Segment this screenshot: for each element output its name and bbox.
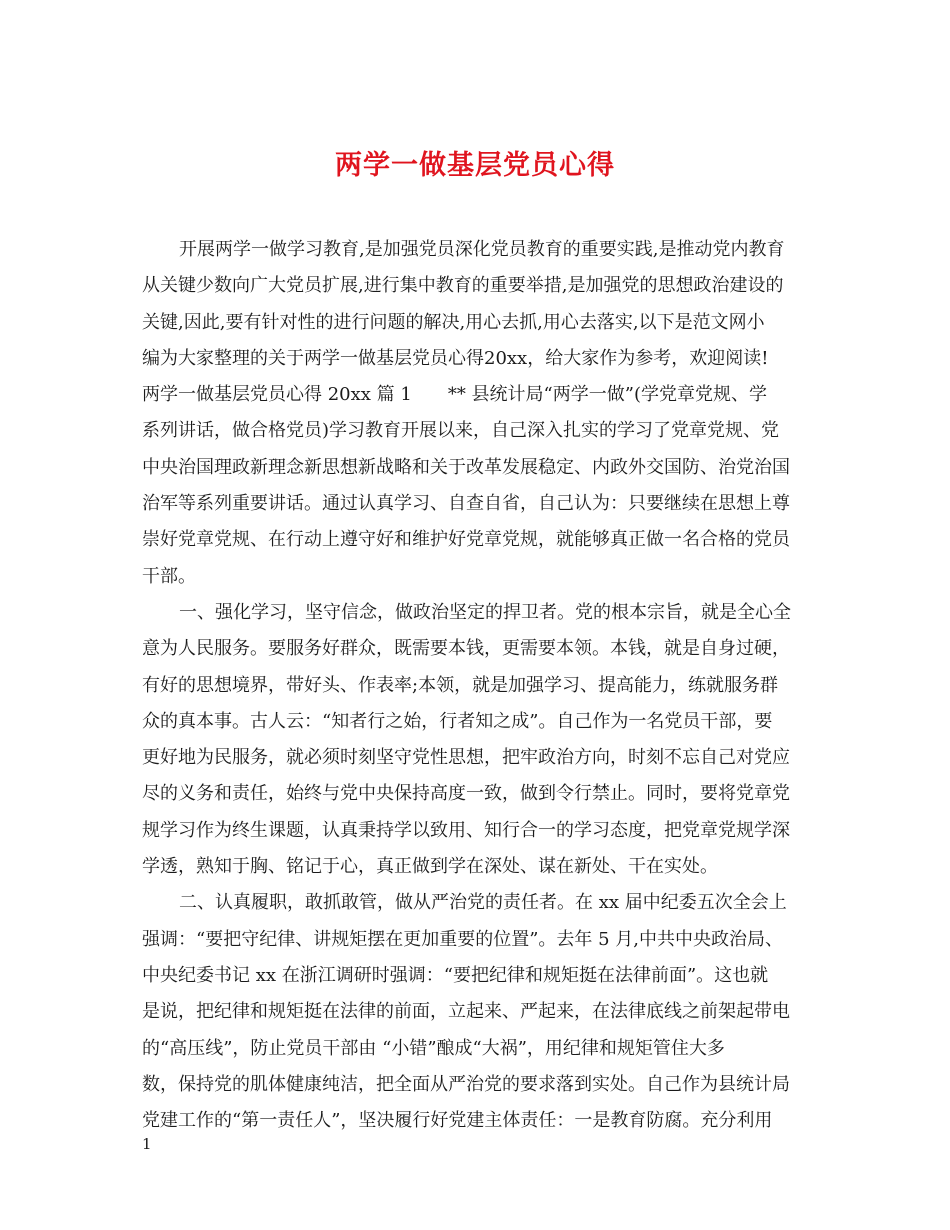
text-line: 中央纪委书记 xx 在浙江调研时强调：“要把纪律和规矩挺在法律前面”。这也就 — [142, 964, 769, 986]
text-line: 尽的义务和责任，始终与党中央保持高度一致，做到令行禁止。同时，要将党章党 — [142, 783, 790, 805]
text-line: 一、强化学习，坚守信念，做政治坚定的捍卫者。党的根本宗旨，就是全心全 — [179, 601, 791, 623]
text-line: 更好地为民服务，就必须时刻坚守党性思想，把牢政治方向，时刻不忘自己对党应 — [142, 747, 790, 769]
text-line: 学透，熟知于胸、铭记于心，真正做到学在深处、谋在新处、干在实处。 — [142, 856, 718, 878]
text-line: 中央治国理政新理念新思想新战略和关于改革发展稳定、内政外交国防、治党治国 — [142, 456, 790, 478]
document-body — [142, 232, 814, 1139]
text-line: 数，保持党的肌体健康纯洁，把全面从严治党的要求落到实处。自己作为县统计局 — [142, 1073, 790, 1095]
text-line: 众的真本事。古人云：“知者行之始，行者知之成”。自己作为一名党员干部，要 — [142, 710, 773, 732]
text-line: 编为大家整理的关于两学一做基层党员心得20xx，给大家作为参考，欢迎阅读! — [142, 347, 769, 369]
text-line: 意为人民服务。要服务好群众，既需要本钱，更需要本领。本钱，就是自身过硬， — [142, 638, 790, 660]
text-line: 两学一做基层党员心得 20xx 篇 1 ** 县统计局“两学一做”(学党章党规、学 — [142, 384, 767, 406]
text-line: 从关键少数向广大党员扩展,进行集中教育的重要举措,是加强党的思想政治建设的 — [142, 275, 784, 297]
text-line: 干部。 — [142, 565, 196, 587]
text-line: 开展两学一做学习教育,是加强党员深化党员教育的重要实践,是推动党内教育 — [179, 239, 785, 260]
text-line: 党建工作的“第一责任人”，坚决履行好党建主体责任：一是教育防腐。充分利用 — [142, 1110, 773, 1132]
text-line: 强调：“要把守纪律、讲规矩摆在更加重要的位置”。去年 5 月,中共中央政治局、 — [142, 928, 784, 950]
text-line: 崇好党章党规、在行动上遵守好和维护好党章党规，就能够真正做一名合格的党员 — [142, 529, 790, 551]
text-line: 的“高压线”，防止党员干部由 “小错”酿成“大祸”，用纪律和规矩管住大多 — [142, 1037, 725, 1059]
text-line: 有好的思想境界，带好头、作表率;本领，就是加强学习、提高能力，练就服务群 — [142, 674, 779, 696]
text-line: 治军等系列重要讲话。通过认真学习、自查自省，自己认为：只要继续在思想上尊 — [142, 493, 790, 515]
text-line: 规学习作为终生课题，认真秉持学以致用、知行合一的学习态度，把党章党规学深 — [142, 819, 790, 841]
document-title: 两学一做基层党员心得 — [335, 150, 615, 182]
text-line: 二、认真履职，敢抓敢管，做从严治党的责任者。在 xx 届中纪委五次全会上 — [179, 892, 787, 914]
text-line: 系列讲话，做合格党员)学习教育开展以来，自己深入扎实的学习了党章党规、党 — [142, 420, 780, 442]
text-line: 是说，把纪律和规矩挺在法律的前面，立起来、严起来，在法律底线之前架起带电 — [142, 1001, 790, 1023]
text-line: 关键,因此,要有针对性的进行问题的解决,用心去抓,用心去落实,以下是范文网小 — [142, 311, 765, 333]
page-number: 1 — [142, 1135, 152, 1153]
